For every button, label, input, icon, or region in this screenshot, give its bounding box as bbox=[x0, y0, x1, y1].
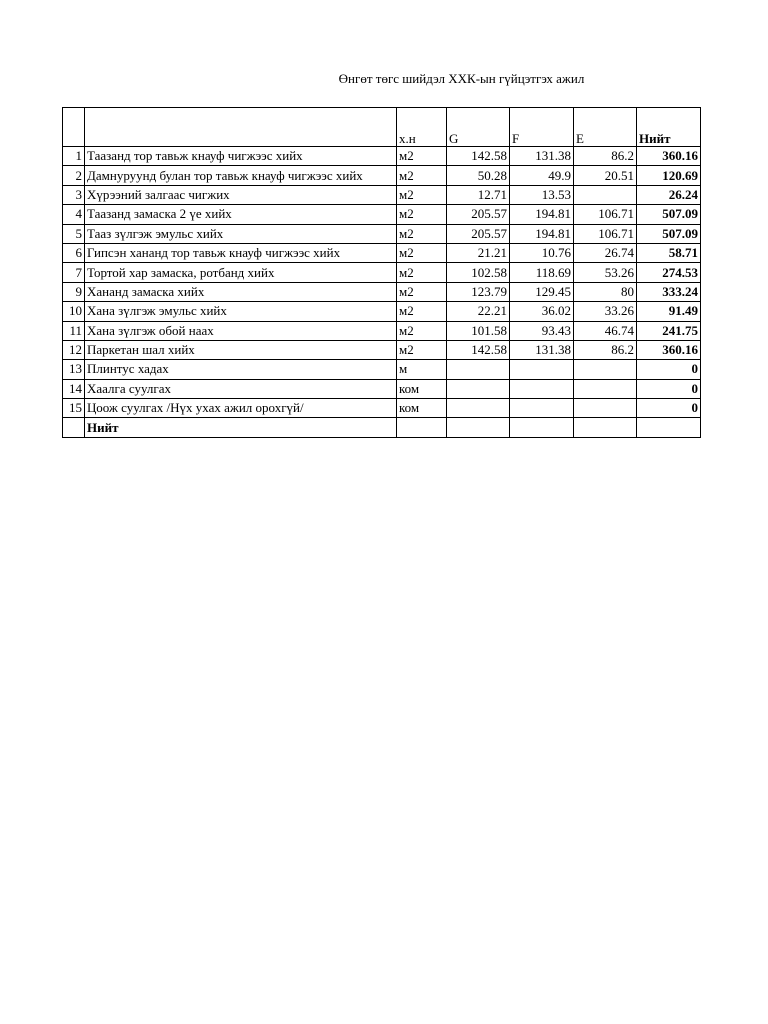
value-e: 106.71 bbox=[574, 224, 637, 243]
value-total: 333.24 bbox=[637, 282, 701, 301]
unit: м2 bbox=[397, 205, 447, 224]
value-total: 26.24 bbox=[637, 185, 701, 204]
table-row bbox=[63, 147, 701, 166]
value-f bbox=[510, 379, 574, 398]
work-name: Гипсэн хананд тор тавьж кнауф чигжээс хийх bbox=[85, 243, 397, 262]
work-name: Цоож суулгах /Нүх ухах ажил орохгүй/ bbox=[85, 399, 397, 418]
value-g bbox=[447, 399, 510, 418]
value-e: 26.74 bbox=[574, 243, 637, 262]
value-e: 106.71 bbox=[574, 205, 637, 224]
header-unit: х.н bbox=[397, 108, 447, 147]
table-header-row bbox=[63, 108, 701, 147]
value-e bbox=[574, 379, 637, 398]
value-g: 22.21 bbox=[447, 302, 510, 321]
row-number: 11 bbox=[63, 321, 85, 340]
unit: м2 bbox=[397, 224, 447, 243]
table-row bbox=[63, 224, 701, 243]
value-g bbox=[447, 379, 510, 398]
work-name: Хүрээний залгаас чигжих bbox=[85, 185, 397, 204]
header-f: F bbox=[510, 108, 574, 147]
value-f bbox=[510, 399, 574, 418]
value-e: 53.26 bbox=[574, 263, 637, 282]
value-total: 274.53 bbox=[637, 263, 701, 282]
value-g: 205.57 bbox=[447, 224, 510, 243]
row-number: 2 bbox=[63, 166, 85, 185]
value-total: 241.75 bbox=[637, 321, 701, 340]
value-g: 12.71 bbox=[447, 185, 510, 204]
value-g: 142.58 bbox=[447, 147, 510, 166]
value-total: 58.71 bbox=[637, 243, 701, 262]
table-row bbox=[63, 205, 701, 224]
value-f: 93.43 bbox=[510, 321, 574, 340]
table-row bbox=[63, 166, 701, 185]
value-e bbox=[574, 399, 637, 418]
row-number: 1 bbox=[63, 147, 85, 166]
value-total: 120.69 bbox=[637, 166, 701, 185]
value-e: 20.51 bbox=[574, 166, 637, 185]
unit: м2 bbox=[397, 243, 447, 262]
header-e: E bbox=[574, 108, 637, 147]
value-g: 205.57 bbox=[447, 205, 510, 224]
row-number: 9 bbox=[63, 282, 85, 301]
footer-empty-cell bbox=[510, 418, 574, 437]
value-f: 131.38 bbox=[510, 147, 574, 166]
header-no bbox=[63, 108, 85, 147]
work-name: Дамнуруунд булан тор тавьж кнауф чигжээс хийх bbox=[85, 166, 397, 185]
work-name: Таазанд замаска 2 үе хийх bbox=[85, 205, 397, 224]
value-g: 123.79 bbox=[447, 282, 510, 301]
value-e: 80 bbox=[574, 282, 637, 301]
value-g: 102.58 bbox=[447, 263, 510, 282]
value-f: 194.81 bbox=[510, 205, 574, 224]
value-f: 10.76 bbox=[510, 243, 574, 262]
value-e bbox=[574, 360, 637, 379]
table-row bbox=[63, 340, 701, 359]
row-number: 6 bbox=[63, 243, 85, 262]
value-e: 86.2 bbox=[574, 147, 637, 166]
row-number: 10 bbox=[63, 302, 85, 321]
value-total: 0 bbox=[637, 399, 701, 418]
value-e bbox=[574, 185, 637, 204]
table-row bbox=[63, 399, 701, 418]
value-e: 33.26 bbox=[574, 302, 637, 321]
work-name: Хаалга суулгах bbox=[85, 379, 397, 398]
unit: ком bbox=[397, 379, 447, 398]
value-f: 129.45 bbox=[510, 282, 574, 301]
value-total: 360.16 bbox=[637, 147, 701, 166]
row-number: 15 bbox=[63, 399, 85, 418]
table-row bbox=[63, 379, 701, 398]
work-name: Хана зүлгэж эмульс хийх bbox=[85, 302, 397, 321]
work-name: Хана зүлгэж обой наах bbox=[85, 321, 397, 340]
unit: ком bbox=[397, 399, 447, 418]
unit: м2 bbox=[397, 340, 447, 359]
row-number: 13 bbox=[63, 360, 85, 379]
footer-empty-cell bbox=[63, 418, 85, 437]
work-name: Тааз зүлгэж эмульс хийх bbox=[85, 224, 397, 243]
value-g: 142.58 bbox=[447, 340, 510, 359]
work-name: Тортой хар замаска, ротбанд хийх bbox=[85, 263, 397, 282]
table-row bbox=[63, 321, 701, 340]
value-e: 46.74 bbox=[574, 321, 637, 340]
work-table bbox=[62, 107, 701, 438]
work-name: Плинтус хадах bbox=[85, 360, 397, 379]
unit: м2 bbox=[397, 185, 447, 204]
row-number: 12 bbox=[63, 340, 85, 359]
value-total: 507.09 bbox=[637, 205, 701, 224]
value-g: 21.21 bbox=[447, 243, 510, 262]
value-f: 49.9 bbox=[510, 166, 574, 185]
value-f: 36.02 bbox=[510, 302, 574, 321]
footer-empty-cell bbox=[397, 418, 447, 437]
row-number: 14 bbox=[63, 379, 85, 398]
value-g bbox=[447, 360, 510, 379]
value-total: 360.16 bbox=[637, 340, 701, 359]
unit: м2 bbox=[397, 263, 447, 282]
value-total: 0 bbox=[637, 379, 701, 398]
value-total: 507.09 bbox=[637, 224, 701, 243]
value-f: 194.81 bbox=[510, 224, 574, 243]
table-row bbox=[63, 360, 701, 379]
work-name: Хананд замаска хийх bbox=[85, 282, 397, 301]
value-g: 50.28 bbox=[447, 166, 510, 185]
row-number: 5 bbox=[63, 224, 85, 243]
value-f bbox=[510, 360, 574, 379]
unit: м2 bbox=[397, 282, 447, 301]
value-f: 118.69 bbox=[510, 263, 574, 282]
footer-total-label: Нийт bbox=[85, 418, 397, 437]
document-title: Өнгөт төгс шийдэл ХХК-ын гүйцэтгэх ажил bbox=[338, 71, 585, 86]
row-number: 4 bbox=[63, 205, 85, 224]
table-row bbox=[63, 302, 701, 321]
value-total: 91.49 bbox=[637, 302, 701, 321]
value-f: 13.53 bbox=[510, 185, 574, 204]
work-name: Паркетан шал хийх bbox=[85, 340, 397, 359]
footer-empty-cell bbox=[637, 418, 701, 437]
table-footer-row bbox=[63, 418, 701, 437]
footer-empty-cell bbox=[447, 418, 510, 437]
table-row bbox=[63, 263, 701, 282]
unit: м bbox=[397, 360, 447, 379]
row-number: 7 bbox=[63, 263, 85, 282]
value-g: 101.58 bbox=[447, 321, 510, 340]
table-row bbox=[63, 185, 701, 204]
unit: м2 bbox=[397, 302, 447, 321]
footer-empty-cell bbox=[574, 418, 637, 437]
value-total: 0 bbox=[637, 360, 701, 379]
header-g: G bbox=[447, 108, 510, 147]
table-row bbox=[63, 243, 701, 262]
table-row bbox=[63, 282, 701, 301]
header-name bbox=[85, 108, 397, 147]
unit: м2 bbox=[397, 147, 447, 166]
value-f: 131.38 bbox=[510, 340, 574, 359]
value-e: 86.2 bbox=[574, 340, 637, 359]
unit: м2 bbox=[397, 321, 447, 340]
row-number: 3 bbox=[63, 185, 85, 204]
unit: м2 bbox=[397, 166, 447, 185]
header-total: Нийт bbox=[637, 108, 701, 147]
work-name: Таазанд тор тавьж кнауф чигжээс хийх bbox=[85, 147, 397, 166]
